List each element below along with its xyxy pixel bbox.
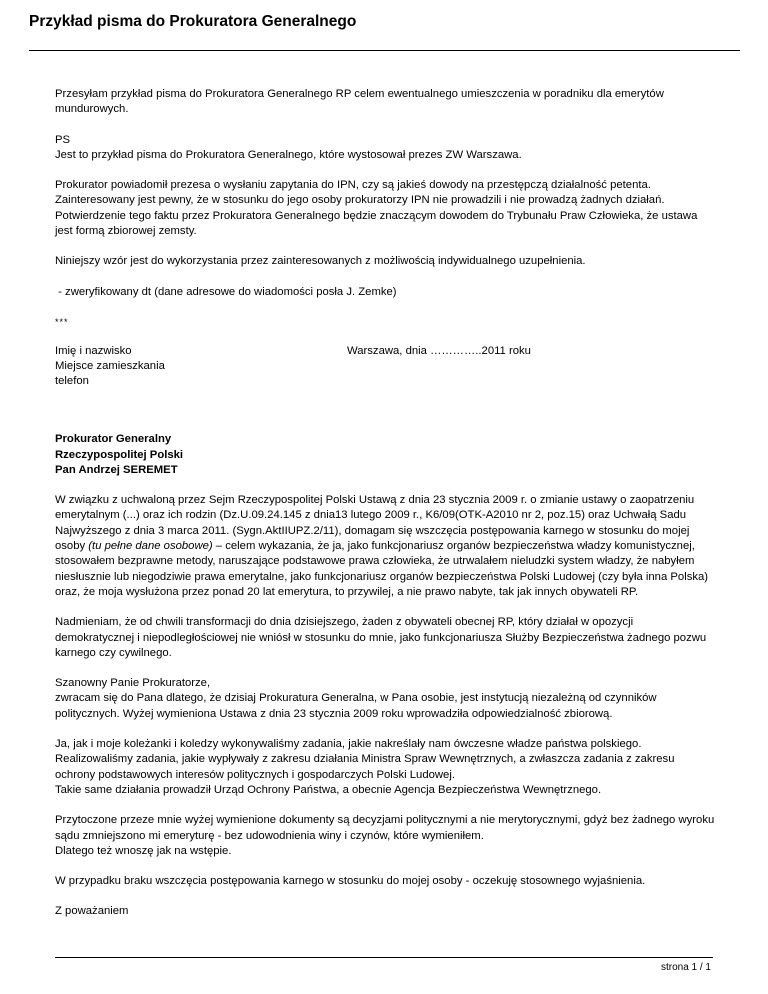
ps-label: PS (55, 133, 71, 146)
sender-name: Imię i nazwisko (55, 345, 132, 358)
letter-paragraph-4 (55, 737, 715, 798)
ps-text: Jest to przykład pisma do Prokuratora Generalnego, które wystosował prezes ZW Warszawa. (55, 148, 522, 161)
recipient-line-3: Pan Andrzej SEREMET (55, 463, 178, 476)
sender-details (55, 344, 165, 389)
letter-p5-line-2: Dlatego też wnoszę jak na wstępie. (55, 844, 232, 857)
salutation: Szanowny Panie Prokuratorze, (55, 677, 211, 690)
document-title: Przykład pisma do Prokuratora Generalnego (29, 13, 357, 30)
verification-note: - zweryfikowany dt (dane adresowe do wiadomości posła J. Zemke) (55, 285, 397, 298)
letter-p4-line-1: Ja, jak i moje koleżanki i koledzy wykonywaliśmy zadania, jakie nakreślały nam ówczesne władze państwa polskiego. (55, 738, 642, 751)
letter-p1-end: – celem wykazania, że ja, jako funkcjonariusz organów bezpieczeństwa władzy komunistycznej, stosowałem bezprawne metody, naruszające podstawowe prawa człowieka, że utrwalałem nieludzki system władzy, że nabyłem niesłusznie lub niegodziwie prawa emerytalne, jako funkcjonariusz organów bezpieczeństwa Polski Ludowej (czy była inna Polska) oraz, że moja wysłużona przez ponad 20 lat emerytura, to przywilej, a nie prawo nabyte, tak jak innych obywateli RP. (55, 540, 709, 598)
recipient-line-2: Rzeczypospolitej Polski (55, 448, 184, 461)
separator-stars: *** (55, 316, 69, 327)
context-paragraph: Prokurator powiadomił prezesa o wysłaniu zapytania do IPN, czy są jakieś dowody na przestępczą działalność petenta. Zainteresowany jest pewny, że w stosunku do jego osoby prokuratorzy IPN nie prowadzili i nie prowadzą żadnych działań. Potwierdzenie tego faktu przez Prokuratora Generalnego będzie znaczącym dowodem do Trybunału Praw Człowieka, że ustawa jest formą zbiorowej zemsty. (55, 179, 698, 238)
footer-divider (55, 957, 713, 958)
letter-paragraph-6: W przypadku braku wszczęcia postępowania karnego w stosunku do mojej osoby - oczekuję stosownego wyjaśnienia. (55, 875, 646, 888)
letter-p5-line-1: Przytoczone przeze mnie wyżej wymienione dokumenty są decyzjami politycznymi a nie merytorycznymi, gdyż bez żadnego wyroku sądu zmniejszono mi emeryturę - bez udowodnienia winy i czynów, które wymieniłem. (55, 814, 715, 842)
letter-p4-line-3: Takie same działania prowadził Urząd Ochrony Państwa, a obecnie Agencja Bezpieczeństwa Wewnętrznego. (55, 783, 602, 796)
letter-p4-line-2: Realizowaliśmy zadania, jakie wypływały z zakresu działania Ministra Spraw Wewnętrznych, a zwłaszcza zadania z zakresu ochrony podstawowych interesów politycznych i gospodarczych Polski Ludowej. (55, 753, 675, 781)
usage-paragraph: Niniejszy wzór jest do wykorzystania przez zainteresowanych z możliwością indywidualnego uzupełnienia. (55, 255, 586, 268)
letter-p3-body: zwracam się do Pana dlatego, że dzisiaj Prokuratura Generalna, w Pana osobie, jest instytucją niezależną od czynników politycznych. Wyżej wymieniona Ustawa z dnia 23 stycznia 2009 roku wprowadziła odpowiedzialność zbiorową. (55, 692, 657, 720)
sender-block (55, 344, 715, 386)
letter-paragraph-2: Nadmieniam, że od chwili transformacji do dnia dzisiejszego, żaden z obywateli obecnej RP, który działał w opozycji demokratycznej i niepodległościowej nie wniósł w stosunku do mnie, jako funkcjonariusza Służby Bezpieczeństwa żadnego pozwu karnego czy cywilnego. (55, 616, 707, 659)
letter-paragraph-1 (55, 493, 715, 600)
recipient-line-1: Prokurator Generalny (55, 433, 172, 446)
header-divider (29, 50, 740, 51)
closing: Z poważaniem (55, 905, 129, 918)
sender-address: Miejsce zamieszkania (55, 360, 165, 373)
page-number: strona 1 / 1 (660, 962, 711, 973)
letter-paragraph-5 (55, 813, 715, 859)
recipient-block (55, 432, 715, 478)
letter-p1-start: W związku z uchwaloną przez Sejm Rzeczypospolitej Polski Ustawą z dnia 23 stycznia 2009 r. o zmianie ustawy o zaopatrzeniu emerytalnym (...) oraz ich rodzin (Dz.U.09.24.145 z dnia13 lutego 2009 r., K6/09(OTK-A2010 nr 2, poz.15) oraz Uchwałą Sadu Najwyższego z dnia 3 marca 2011. (Sygn.AktIIUPZ.2/11), domagam się wszczęcia postępowania karnego w stosunku do mojej osoby (55, 494, 695, 553)
place-date: Warszawa, dnia …………..2011 roku (347, 345, 531, 358)
ps-paragraph (55, 133, 715, 164)
letter-p1-italic: (tu pełne dane osobowe) (88, 540, 213, 553)
document-body (55, 87, 715, 935)
sender-phone: telefon (55, 375, 89, 388)
letter-paragraph-3 (55, 676, 715, 722)
intro-paragraph: Przesyłam przykład pisma do Prokuratora Generalnego RP celem ewentualnego umieszczenia w poradniku dla emerytów mundurowych. (55, 88, 664, 116)
